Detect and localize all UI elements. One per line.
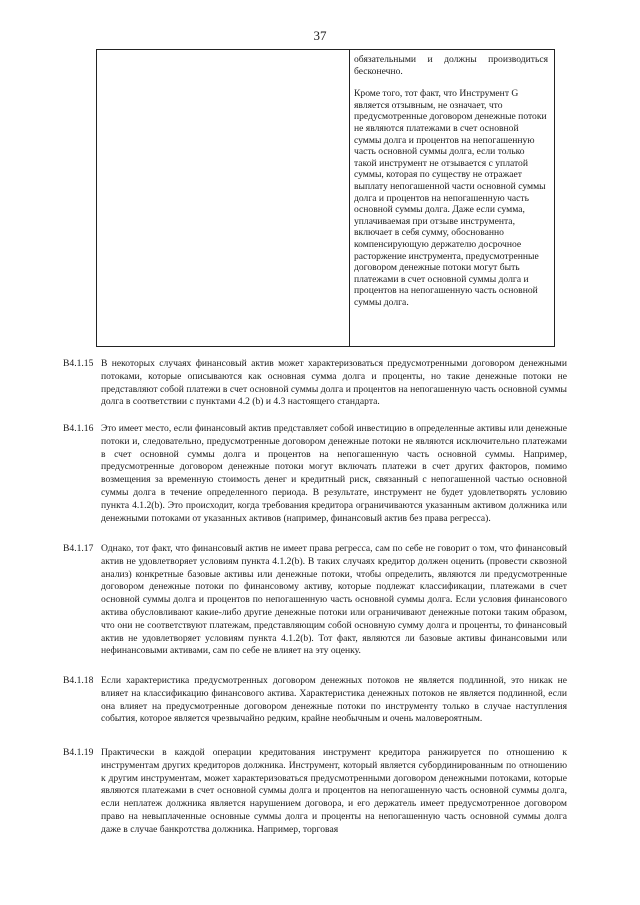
clause-text: Это имеет место, если финансовый актив представляет собой инвестицию в определенные активы или денежные потоки и, следовательно, предусмотренные договором денежные потоки не являются исключительно платежами в счет основной суммы долга и процентов на непогашенную часть основной суммы. Например, предусмотренные договором денежные потоки могут включать платежи в счет других факторов, помимо возмещения за временную стоимость денег и кредитный риск, связанный с непогашенной частью основной суммы долга в течение определенного периода. В результате, инструмент не будет удовлетворять условию пункта 4.1.2(b). Это происходит, когда требования кредитора ограничиваются указанным активом должника или денежными потоками от указанных активов (например, финансовый актив без права регресса). [101,423,567,524]
clause-number: B4.1.18 [63,675,94,686]
clause-text: В некоторых случаях финансовый актив может характеризоваться предусмотренными договором денежными потоками, которые описываются как основная сумма долга и проценты, но такие денежные потоки не представляют собой платежи в счет основной суммы долга и процентов на непогашенную часть основной суммы долга в соответствии с пунктами 4.2 (b) и 4.3 настоящего стандарта. [101,358,567,408]
clause-number: B4.1.16 [63,423,94,434]
clause-number: B4.1.15 [63,358,94,369]
clause-number: B4.1.17 [63,543,94,554]
table-right-cell [350,50,554,346]
clause-text: Если характеристика предусмотренных договором денежных потоков не является подлинной, это никак не влияет на классификацию финансового актива. Характеристика денежных потоков не является подлинной, если она влияет на предусмотренные договором денежные потоки по инструменту только в случае наступления события, которое является чрезвычайно редким, крайне необычным и очень маловероятным. [101,675,567,725]
clause-text: Практически в каждой операции кредитования инструмент кредитора ранжируется по отношению к инструментам других кредиторов должника. Инструмент, который является субординированным по отношению к другим инструментам, может характеризоваться предусмотренными договором денежными потоками, которые являются платежами в счет основной суммы долга и процентов на непогашенную часть основной суммы долга, если неплатеж должника является нарушением договора, и его держатель имеет предусмотренное договором право на невыплаченные основные суммы долга и проценты на непогашенную часть основной суммы долга даже в случае банкротства должника. Например, торговая [101,747,567,835]
table-left-cell [97,50,350,346]
table-cell-paragraph: Кроме того, тот факт, что Инструмент G является отзывным, не означает, что предусмотренные договором денежные потоки не являются платежами в счет основной суммы долга и процентов на непогашенную часть основной суммы долга, если только такой инструмент не отзывается с уплатой суммы, которая по существу не отражает выплату непогашенной части основной суммы долга и процентов на непогашенную часть основной суммы долга. Даже если сумма, уплачиваемая при отзыве инструмента, включает в себя сумму, обоснованно компенсирующую держателю досрочное расторжение инструмента, предусмотренные договором денежные потоки могут быть платежами в счет основной суммы долга и процентов на непогашенную часть основной суммы долга. [354,88,547,308]
clause-text: Однако, тот факт, что финансовый актив не имеет права регресса, сам по себе не говорит о том, что финансовый актив не удовлетворяет условиям пункта 4.1.2(b). В таких случаях кредитор должен оценить (провести сквозной анализ) конкретные базовые активы или денежные потоки, чтобы определить, являются ли предусмотренные договором денежные потоки по финансовому активу, которые подлежат классификации, платежами в счет основной суммы долга и процентов по непогашенную часть основной суммы долга. Если условия финансового актива обусловливают какие-либо другие денежные потоки или ограничивают денежные потоки таким образом, что они не соответствуют платежам, представляющим собой основную сумму долга и проценты, то финансовый актив не удовлетворяет условиям пункта 4.1.2(b). Тот факт, являются ли базовые активы финансовыми или нефинансовыми активами, сам по себе не влияет на эту оценку. [101,543,567,657]
page-number: 37 [313,28,327,43]
table-cell-paragraph: обязательными и должны производиться бесконечно. [354,54,548,77]
continuation-table [96,49,555,347]
clause-number: B4.1.19 [63,747,94,758]
